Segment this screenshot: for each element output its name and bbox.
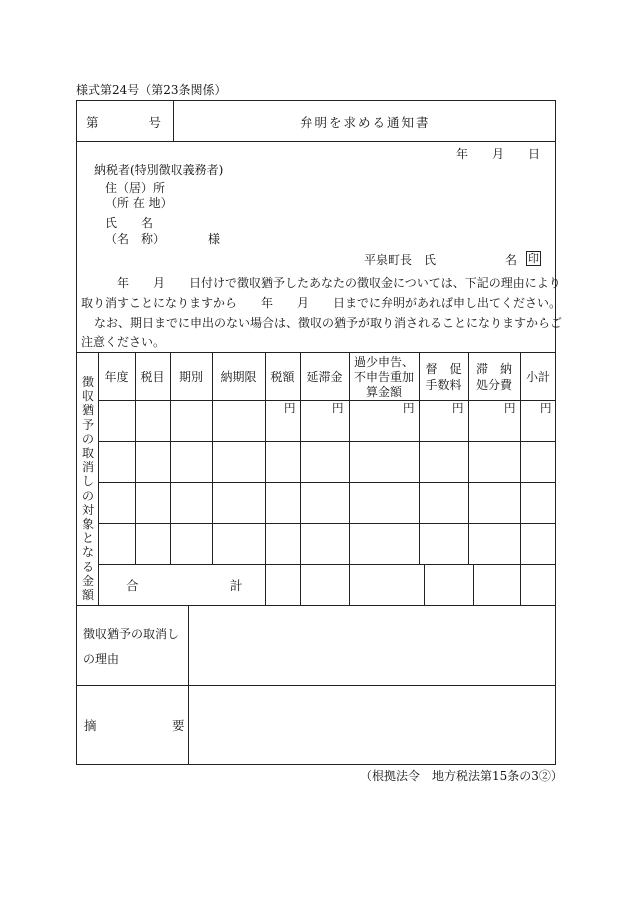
remarks-label-1: 摘 bbox=[84, 718, 97, 733]
official-seal: 印 bbox=[528, 252, 539, 265]
corporate-name-label: （名 称） bbox=[105, 232, 166, 246]
yen-unit-demand-fee: 円 bbox=[452, 401, 464, 415]
header-tax-amount: 税額 bbox=[270, 370, 295, 384]
body-line-4: 注意ください。 bbox=[81, 335, 166, 349]
issuer-name-label: 名 bbox=[505, 253, 518, 267]
yen-unit-arrears-cost: 円 bbox=[504, 401, 516, 415]
divider bbox=[173, 100, 174, 141]
divider bbox=[98, 400, 556, 401]
body-line-2: 取り消すことになりますから 年 月 日までに弁明があれば申し出てください。 bbox=[81, 296, 562, 310]
divider bbox=[76, 605, 556, 606]
yen-unit-penalty: 円 bbox=[403, 401, 415, 415]
divider bbox=[76, 141, 556, 142]
divider bbox=[424, 564, 425, 605]
divider bbox=[473, 564, 474, 605]
divider bbox=[76, 685, 556, 686]
header-subtotal: 小計 bbox=[525, 370, 550, 384]
address-label: 住（居）所 bbox=[105, 181, 166, 195]
target-amount-side-label: 徴収猶予の取消しの対象となる金額 bbox=[81, 375, 94, 603]
divider bbox=[265, 352, 266, 605]
divider bbox=[188, 605, 189, 765]
yen-unit-subtotal: 円 bbox=[540, 401, 552, 415]
honorific: 様 bbox=[208, 232, 221, 246]
document-number-label: 第 号 bbox=[86, 115, 162, 130]
total-label-1: 合 bbox=[126, 578, 139, 593]
header-tax-item: 税目 bbox=[140, 370, 165, 384]
header-demand-fee-line-2: 手数料 bbox=[425, 378, 462, 392]
body-line-1: 年 月 日付けで徴収猶予したあなたの徴収金については、下記の理由により bbox=[117, 276, 561, 290]
header-arrears-cost-line-1: 滞 納 bbox=[475, 362, 512, 376]
name-label: 氏 名 bbox=[105, 216, 154, 230]
form-reference: 様式第24号（第23条関係） bbox=[76, 83, 227, 97]
divider bbox=[76, 352, 556, 353]
legal-basis-footer: （根拠法令 地方税法第15条の3②） bbox=[360, 769, 563, 783]
divider bbox=[98, 523, 556, 524]
location-label: （所 在 地） bbox=[105, 196, 173, 210]
yen-unit-tax-amount: 円 bbox=[284, 401, 296, 415]
divider bbox=[98, 482, 556, 483]
header-penalty-line-3: 算金額 bbox=[365, 385, 402, 399]
remarks-label-2: 要 bbox=[172, 718, 185, 733]
taxpayer-label: 納税者(特別徴収義務者) bbox=[94, 163, 224, 177]
issuer-office: 平泉町長 氏 bbox=[364, 253, 437, 267]
reason-label-line-2: の理由 bbox=[83, 652, 120, 666]
header-due-date: 納期限 bbox=[220, 370, 257, 384]
header-fiscal-year: 年度 bbox=[104, 370, 129, 384]
issue-date: 年 月 日 bbox=[456, 147, 541, 161]
body-line-3: なお、期日までに申出のない場合は、徴収の猶予が取り消されることになりますからご bbox=[94, 316, 563, 330]
header-penalty-line-1: 過少申告、 bbox=[353, 355, 414, 369]
header-period: 期別 bbox=[178, 370, 203, 384]
divider bbox=[300, 352, 301, 605]
header-penalty-line-2: 不申告重加 bbox=[353, 370, 414, 384]
total-label-2: 計 bbox=[230, 578, 243, 593]
document-title: 弁明を求める通知書 bbox=[300, 115, 431, 130]
header-demand-fee-line-1: 督 促 bbox=[425, 362, 462, 376]
divider bbox=[98, 441, 556, 442]
header-late-fee: 延滞金 bbox=[306, 370, 343, 384]
header-arrears-cost-line-2: 処分費 bbox=[475, 378, 512, 392]
divider bbox=[98, 352, 99, 605]
divider bbox=[520, 352, 521, 605]
reason-label-line-1: 徴収猶予の取消し bbox=[83, 627, 180, 641]
divider bbox=[98, 564, 556, 565]
yen-unit-late-fee: 円 bbox=[332, 401, 344, 415]
